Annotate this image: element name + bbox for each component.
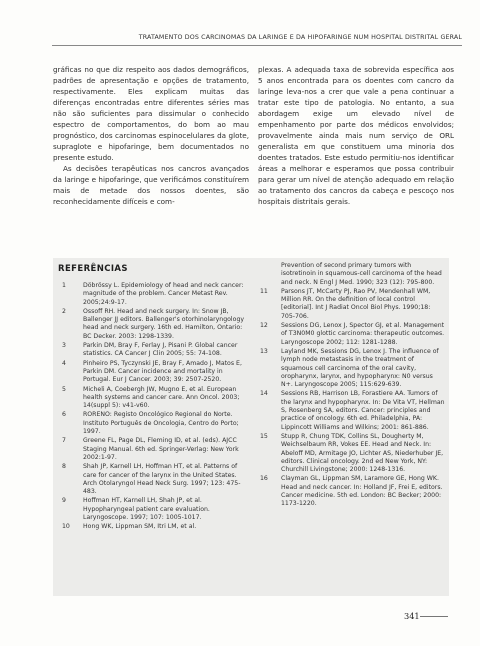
reference-text: Shah JP, Karnell LH, Hoffman HT, et al. Patterns of care for cancer of the larynx in the United States. Arch Otolaryngol Head Neck Surg. 1997; 123: 475-483. [83, 463, 241, 496]
reference-item [256, 348, 446, 389]
reference-number: 1 [62, 282, 66, 289]
reference-number: 15 [260, 432, 268, 440]
reference-text: Micheli A, Coebergh JW, Mugno E, et al. European health systems and cancer care. Ann Oncol. 2003; 14(suppl 5): v41-v60. [83, 385, 240, 410]
body-paragraph: gráficas no que diz respeito aos dados demográficos, padrões de apresentação e opções de tratamento, respectivamente. Eles explicam muitas das diferenças encontradas entre diferentes séries mas não são suficientes para dissimular o conhecido espectro de comportamentos, do bom ao mau prognóstico, dos carcinomas espinocelulares da glote, supraglote e hipofaringe, bem documentados no presente estudo. [53, 65, 249, 162]
reference-text: Layland MK, Sessions DG, Lenox J. The influence of lymph node metastasis in the treatment of squamous cell carcinoma of the oral cavity, oropharynx, larynx, and hypopharynx: N0 versus N+. Laryngoscope 2005; 115:629-639. [281, 347, 439, 389]
reference-item [58, 497, 248, 522]
reference-number: 13 [260, 347, 268, 355]
reference-number: 2 [62, 307, 66, 315]
reference-item [58, 411, 248, 436]
reference-item [58, 437, 248, 462]
reference-item [58, 282, 248, 307]
reference-item [58, 523, 248, 531]
reference-text: Ossoff RH. Head and neck surgery. In: Snow JB, Ballenger JJ editors. Ballenger's otorhinolaryngology head and neck surgery. 16th ed. Hamilton, Ontario: BC Decker. 2003: 1298-1339. [83, 307, 245, 340]
reference-number: 10 [62, 523, 70, 531]
reference-text: Parsons JT, McCarty PJ, Rao PV, Mendenhall WM, Million RR. On the definition of local control [editorial]. Int J Radiat Oncol Biol Phys. 1990;18: 705-706. [281, 287, 431, 320]
reference-text: Greene FL, Page DL, Fleming ID, et al. (eds). AJCC Staging Manual. 6th ed. Springer-Verlag: New York 2002:1-97. [83, 437, 239, 461]
reference-item [256, 475, 446, 508]
reference-item [58, 308, 248, 341]
reference-text: Sessions DG, Lenox J, Spector GJ, et al. Management of T3N0M0 glottic carcinoma: therapeutic outcomes. Laryngoscope 2002; 112: 1281-1288. [281, 322, 445, 346]
reference-number: 16 [260, 475, 268, 483]
body-column-right [258, 64, 454, 207]
page-number: 341 [404, 611, 420, 621]
running-header [0, 0, 480, 50]
reference-number: 9 [62, 497, 66, 505]
reference-text: Pinheiro PS, Tyczynski JE, Bray F, Amado J, Matos E, Parkin DM. Cancer incidence and mortality in Portugal. Eur J Cancer. 2003; 39: 2507-2520. [83, 359, 242, 384]
reference-text: Sessions RB, Harrison LB, Forastiere AA. Tumors of the larynx and hypopharynx. In: De Vita VT, Hellman S, Rosenberg SA, editors. Cancer: principles and practice of oncology. 6th ed. Philadelphia, PA: Lippincott Williams and Wilkins; 2001: 861-886. [281, 390, 445, 431]
reference-item [58, 342, 248, 359]
body-column-left [53, 64, 249, 207]
reference-item [256, 262, 446, 287]
reference-number: 4 [62, 359, 66, 367]
reference-text: Clayman GL, Lippman SM, Laramore GE, Hong WK. Head and neck cancer. In: Holland JF, Frei E, editors. Cancer medicine. 5th ed. London: BC Becker; 2000: 1173-1220. [281, 475, 443, 508]
running-header-title: TRATAMENTO DOS CARCINOMAS DA LARINGE E DA HIPOFARINGE NUM HOSPITAL DISTRITAL GERAL [138, 34, 462, 41]
reference-item [256, 322, 446, 347]
reference-item [256, 433, 446, 474]
reference-text: Prevention of second primary tumors with isotretinoin in squamous-cell carcinoma of the head and neck. N Engl J Med. 1990; 323 (12): 795-800. [281, 262, 442, 286]
reference-item [58, 463, 248, 496]
reference-text: Döbrössy L. Epidemiology of head and neck cancer: magnitude of the problem. Cancer Metast Rev. 2005;24:9-17. [83, 282, 244, 306]
reference-number: 6 [62, 411, 66, 419]
reference-number: 7 [62, 437, 66, 445]
reference-text: Hong WK, Lippman SM, Itri LM, et al. [83, 523, 197, 531]
references-column-left [58, 282, 248, 533]
reference-text: Stupp R, Chung TDK, Collins SL, Dougherty M, Weichselbaum RR, Vokes EE. Head and Neck. In: Abeloff MD, Armitage JO, Lichter AS, Niederhuber JE, editors. Clinical oncology. 2nd ed New York, NY: Churchill Livingstone; 2000: 1248-1316. [281, 432, 444, 474]
reference-text: Parkin DM, Bray F, Ferlay J, Pisani P. Global cancer statistics. CA Cancer J Clin 2005; 55: 74-108. [83, 342, 238, 358]
reference-text: RORENO: Registo Oncológico Regional do Norte. Instituto Português de Oncologia, Centro do Porto; 1997. [83, 411, 239, 436]
body-paragraph: As decisões terapêuticas nos cancros avançados da laringe e hipofaringe, que verificámos constituírem mais de metade dos nossos doentes, são reconhecidamente difíceis e com- [53, 164, 249, 206]
header-rule [52, 45, 462, 46]
reference-item [58, 386, 248, 411]
reference-number: 5 [62, 385, 66, 393]
references-column-right [256, 262, 446, 510]
references-title: REFERÊNCIAS [58, 264, 128, 274]
reference-number: 11 [260, 287, 268, 295]
reference-number: 8 [62, 463, 66, 471]
reference-text: Hoffman HT, Karnell LH, Shah JP, et al. Hypopharyngeal patient care evaluation. Laryngoscope. 1997; 107: 1005-1017. [83, 497, 210, 522]
reference-item [58, 360, 248, 385]
reference-item [256, 288, 446, 321]
reference-number: 12 [260, 322, 268, 330]
reference-item [256, 390, 446, 431]
reference-number: 3 [62, 342, 66, 350]
reference-number: 14 [260, 390, 268, 398]
footer-rule [420, 616, 448, 617]
body-paragraph: plexas. A adequada taxa de sobrevida específica aos 5 anos encontrada para os doentes com cancro da laringe leva-nos a crer que vale a pena continuar a tratar este tipo de patologia. No entanto, a sua abordagem exige um elevado nível de empenhamento por parte dos médicos envolvidos; provavelmente ainda mais num serviço de ORL generalista em que constituem uma minoria dos doentes tratados. Este estudo permitiu-nos identificar áreas a melhorar e esperamos que possa contribuir para gerar um nível de atenção adequado em relação ao tratamento dos cancros da cabeça e pescoço nos hospitais distritais gerais. [258, 65, 454, 206]
